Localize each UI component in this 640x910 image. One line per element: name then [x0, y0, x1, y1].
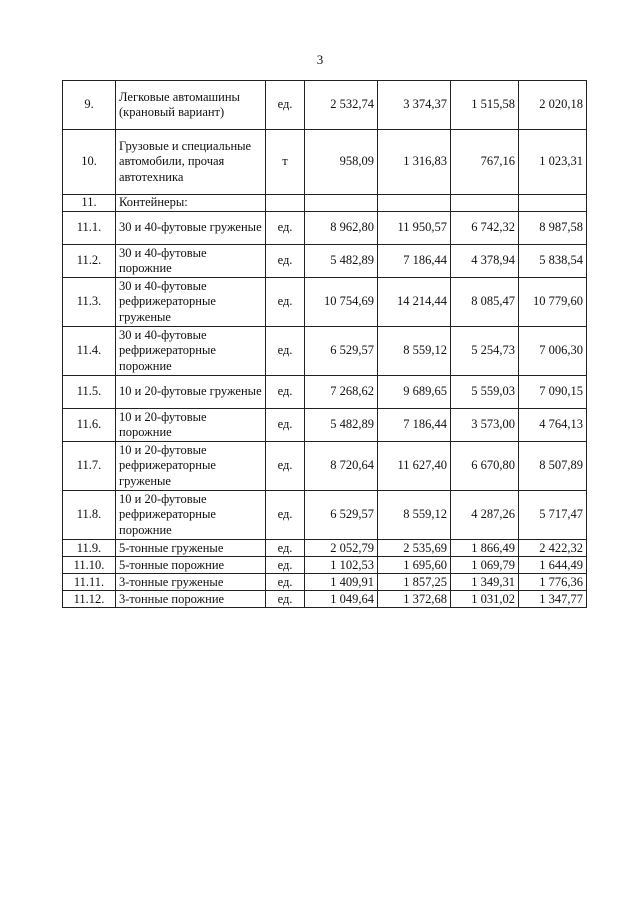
- value-cell: 1 776,36: [519, 574, 587, 591]
- value-cell: 4 764,13: [519, 409, 587, 442]
- table-row: [63, 557, 587, 574]
- cargo-name: Грузовые и специальные автомобили, прочая автотехника: [116, 130, 266, 195]
- cargo-name: 30 и 40-футовые груженые: [116, 212, 266, 245]
- value-cell: 5 717,47: [519, 491, 587, 540]
- value-cell: [378, 195, 451, 212]
- cargo-name: 3-тонные порожние: [116, 591, 266, 608]
- value-cell: 2 422,32: [519, 540, 587, 557]
- value-cell: 1 031,02: [451, 591, 519, 608]
- cargo-name: 30 и 40-футовые порожние: [116, 245, 266, 278]
- row-number: 11.10.: [63, 557, 116, 574]
- row-number: 11.12.: [63, 591, 116, 608]
- table-row: [63, 245, 587, 278]
- value-cell: 7 090,15: [519, 376, 587, 409]
- tariff-table: [62, 80, 587, 608]
- value-cell: 10 779,60: [519, 278, 587, 327]
- value-cell: 9 689,65: [378, 376, 451, 409]
- value-cell: 1 515,58: [451, 81, 519, 130]
- page-number: 3: [316, 52, 324, 67]
- unit-cell: ед.: [266, 278, 305, 327]
- value-cell: 4 378,94: [451, 245, 519, 278]
- unit-cell: ед.: [266, 557, 305, 574]
- unit-cell: ед.: [266, 574, 305, 591]
- value-cell: 8 085,47: [451, 278, 519, 327]
- row-number: 11.6.: [63, 409, 116, 442]
- table-row: [63, 278, 587, 327]
- cargo-name: 10 и 20-футовые рефрижераторные груженые: [116, 442, 266, 491]
- table-row: [63, 195, 587, 212]
- cargo-name: 3-тонные груженые: [116, 574, 266, 591]
- unit-cell: ед.: [266, 591, 305, 608]
- value-cell: 1 347,77: [519, 591, 587, 608]
- value-cell: [519, 195, 587, 212]
- table-row: [63, 442, 587, 491]
- value-cell: 5 482,89: [305, 245, 378, 278]
- unit-cell: ед.: [266, 245, 305, 278]
- row-number: 11.1.: [63, 212, 116, 245]
- value-cell: 1 372,68: [378, 591, 451, 608]
- value-cell: 2 052,79: [305, 540, 378, 557]
- cargo-name: 10 и 20-футовые груженые: [116, 376, 266, 409]
- cargo-name: 10 и 20-футовые порожние: [116, 409, 266, 442]
- cargo-name: 10 и 20-футовые рефрижераторные порожние: [116, 491, 266, 540]
- value-cell: 8 720,64: [305, 442, 378, 491]
- cargo-name: 5-тонные порожние: [116, 557, 266, 574]
- value-cell: 1 695,60: [378, 557, 451, 574]
- row-number: 10.: [63, 130, 116, 195]
- table-row: [63, 81, 587, 130]
- value-cell: 8 559,12: [378, 327, 451, 376]
- value-cell: 6 670,80: [451, 442, 519, 491]
- unit-cell: ед.: [266, 212, 305, 245]
- row-number: 11.8.: [63, 491, 116, 540]
- row-number: 11.5.: [63, 376, 116, 409]
- cargo-name: Контейнеры:: [116, 195, 266, 212]
- value-cell: 14 214,44: [378, 278, 451, 327]
- value-cell: 10 754,69: [305, 278, 378, 327]
- table-row: [63, 574, 587, 591]
- unit-cell: ед.: [266, 540, 305, 557]
- value-cell: 5 254,73: [451, 327, 519, 376]
- row-number: 11.3.: [63, 278, 116, 327]
- cargo-name: 30 и 40-футовые рефрижераторные груженые: [116, 278, 266, 327]
- value-cell: 7 186,44: [378, 409, 451, 442]
- table-row: [63, 491, 587, 540]
- value-cell: 1 866,49: [451, 540, 519, 557]
- value-cell: 5 559,03: [451, 376, 519, 409]
- value-cell: 2 020,18: [519, 81, 587, 130]
- value-cell: 6 742,32: [451, 212, 519, 245]
- value-cell: 1 049,64: [305, 591, 378, 608]
- value-cell: [451, 195, 519, 212]
- value-cell: 1 316,83: [378, 130, 451, 195]
- value-cell: 2 532,74: [305, 81, 378, 130]
- unit-cell: [266, 195, 305, 212]
- value-cell: 7 006,30: [519, 327, 587, 376]
- table-row: [63, 409, 587, 442]
- value-cell: 5 838,54: [519, 245, 587, 278]
- row-number: 11.11.: [63, 574, 116, 591]
- value-cell: 8 987,58: [519, 212, 587, 245]
- table-row: [63, 327, 587, 376]
- value-cell: 7 186,44: [378, 245, 451, 278]
- value-cell: 8 559,12: [378, 491, 451, 540]
- value-cell: 1 023,31: [519, 130, 587, 195]
- unit-cell: ед.: [266, 81, 305, 130]
- value-cell: 1 409,91: [305, 574, 378, 591]
- value-cell: 5 482,89: [305, 409, 378, 442]
- value-cell: 4 287,26: [451, 491, 519, 540]
- value-cell: 6 529,57: [305, 327, 378, 376]
- cargo-name: 30 и 40-футовые рефрижераторные порожние: [116, 327, 266, 376]
- table-row: [63, 212, 587, 245]
- value-cell: 8 507,89: [519, 442, 587, 491]
- row-number: 11.9.: [63, 540, 116, 557]
- value-cell: 7 268,62: [305, 376, 378, 409]
- row-number: 11.4.: [63, 327, 116, 376]
- value-cell: 1 102,53: [305, 557, 378, 574]
- value-cell: 1 349,31: [451, 574, 519, 591]
- row-number: 11.2.: [63, 245, 116, 278]
- value-cell: 2 535,69: [378, 540, 451, 557]
- unit-cell: ед.: [266, 327, 305, 376]
- value-cell: 3 374,37: [378, 81, 451, 130]
- cargo-name: Легковые автомашины (крановый вариант): [116, 81, 266, 130]
- table-row: [63, 591, 587, 608]
- unit-cell: т: [266, 130, 305, 195]
- value-cell: 11 950,57: [378, 212, 451, 245]
- value-cell: 1 857,25: [378, 574, 451, 591]
- row-number: 11.: [63, 195, 116, 212]
- unit-cell: ед.: [266, 491, 305, 540]
- value-cell: 8 962,80: [305, 212, 378, 245]
- row-number: 9.: [63, 81, 116, 130]
- value-cell: 958,09: [305, 130, 378, 195]
- value-cell: 11 627,40: [378, 442, 451, 491]
- cargo-name: 5-тонные груженые: [116, 540, 266, 557]
- value-cell: 1 069,79: [451, 557, 519, 574]
- value-cell: 3 573,00: [451, 409, 519, 442]
- value-cell: [305, 195, 378, 212]
- table-row: [63, 540, 587, 557]
- unit-cell: ед.: [266, 409, 305, 442]
- row-number: 11.7.: [63, 442, 116, 491]
- unit-cell: ед.: [266, 376, 305, 409]
- value-cell: 767,16: [451, 130, 519, 195]
- unit-cell: ед.: [266, 442, 305, 491]
- value-cell: 6 529,57: [305, 491, 378, 540]
- table-row: [63, 130, 587, 195]
- table-row: [63, 376, 587, 409]
- value-cell: 1 644,49: [519, 557, 587, 574]
